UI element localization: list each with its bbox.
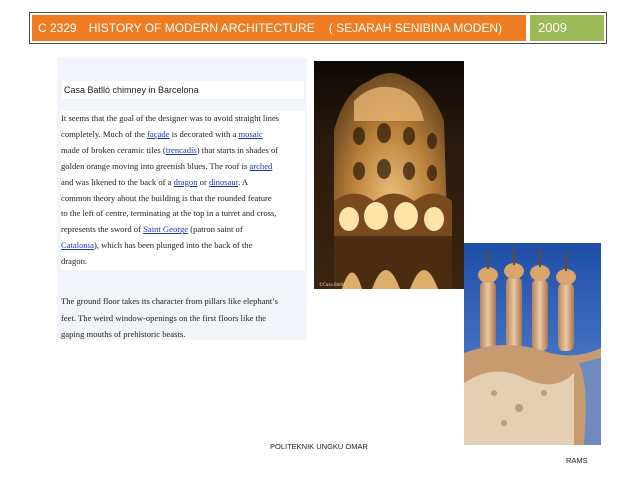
course-title-bar (32, 15, 526, 41)
text-segment: common theory about the building is that the rounded feature (61, 192, 272, 203)
paragraph-line (61, 111, 305, 127)
wiki-link[interactable]: Saint George (143, 224, 189, 235)
author-footer: RAMS (566, 456, 588, 465)
chimneys-photo (464, 243, 601, 445)
text-segment: is decorated with a (169, 128, 239, 139)
paragraph-line: gaping mouths of prehistoric beasts. (61, 329, 186, 339)
wiki-link[interactable]: Catalonia (61, 240, 94, 251)
wiki-link[interactable]: arched (249, 160, 273, 171)
course-title-malay: ( SEJARAH SENIBINA MODEN) (328, 21, 503, 35)
text-segment: made of broken ceramic tiles ( (61, 144, 166, 155)
ground-floor-paragraph (61, 293, 305, 343)
paragraph-line (61, 206, 305, 222)
paragraph-line (61, 191, 305, 207)
wiki-link[interactable]: mosaic (238, 128, 263, 139)
wiki-link[interactable]: trencadís (165, 144, 197, 155)
text-segment: (patron saint of (188, 224, 243, 235)
text-segment: represents the sword of (61, 224, 144, 235)
text-segment: dragon. (61, 256, 88, 267)
text-segment: or (197, 176, 209, 187)
wiki-link[interactable]: dragon (173, 176, 198, 187)
paragraph-line (61, 222, 305, 238)
paragraph-line (61, 159, 305, 175)
casa-batllo-facade-photo (314, 61, 464, 289)
paragraph-line (61, 254, 305, 270)
course-code: C 2329 (38, 21, 77, 35)
text-segment: . A (238, 176, 249, 187)
institution-footer: POLITEKNIK UNGKU OMAR (270, 442, 368, 451)
paragraph-line (61, 238, 305, 254)
text-segment: to the left of centre, terminating at the top in a turret and cross, (61, 208, 277, 219)
paragraph-line: feet. The weird window-openings on the first floors like the (61, 312, 267, 323)
text-segment: ), which has been plunged into the back of the (93, 240, 253, 251)
course-title: HISTORY OF MODERN ARCHITECTURE (88, 21, 315, 35)
paragraph-line: The ground floor takes its character from pillars like elephant’s (61, 296, 278, 306)
photo-credit: ©Casa Batlló (319, 282, 346, 287)
text-segment: It seems that the goal of the designer was to avoid straight lines (61, 113, 280, 123)
text-segment: ) that starts in shades of (196, 144, 279, 155)
description-paragraph (61, 111, 305, 270)
paragraph-line (61, 143, 305, 159)
text-segment: completely. Much of the (61, 128, 148, 139)
slide-header (29, 12, 607, 44)
wiki-link[interactable]: façade (147, 128, 170, 139)
text-segment: and was likened to the back of a (61, 176, 174, 187)
image-caption: Casa Batlló chimney in Barcelona (62, 81, 304, 99)
paragraph-line (61, 175, 305, 191)
year-badge: 2009 (530, 15, 604, 41)
paragraph-line (61, 127, 305, 143)
wiki-link[interactable]: dinosaur (208, 176, 239, 187)
text-segment: golden orange moving into greenish blues. The roof is (61, 160, 250, 171)
